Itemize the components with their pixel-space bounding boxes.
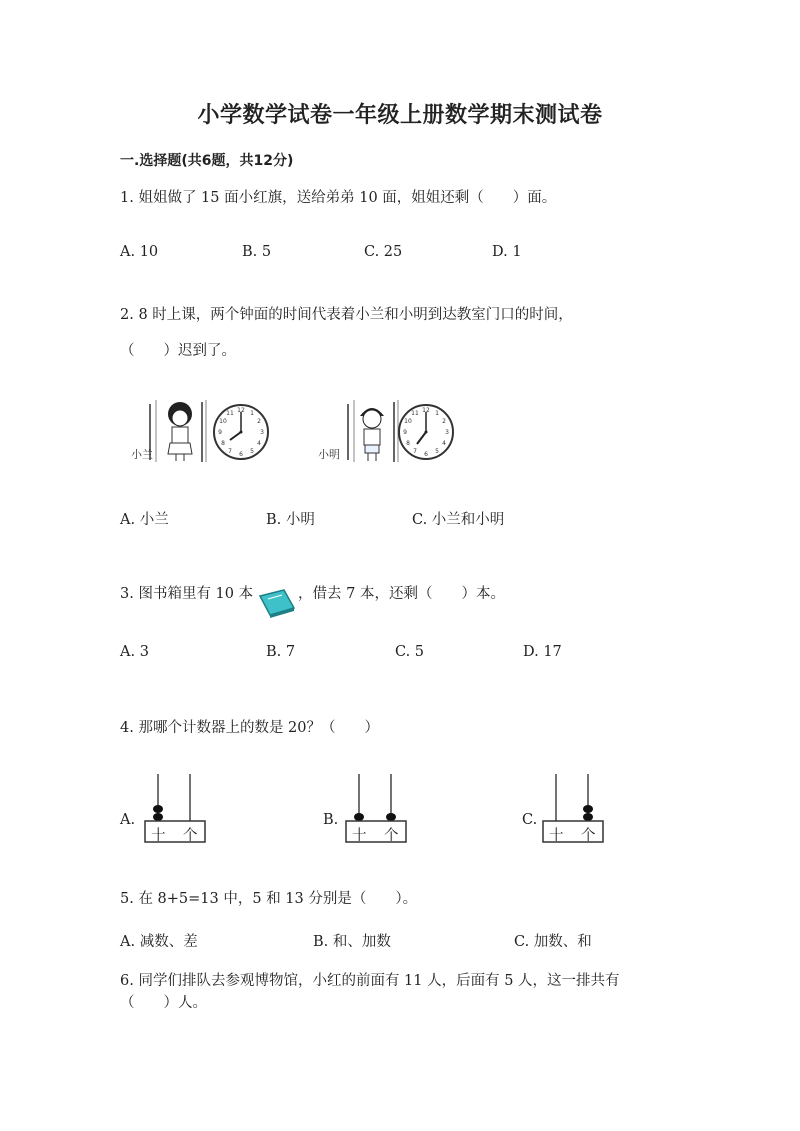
q1-option-c[interactable]: C. 25 bbox=[364, 244, 403, 260]
counter-b-ones-label: 个 bbox=[384, 828, 399, 844]
svg-text:3: 3 bbox=[445, 429, 449, 436]
svg-text:4: 4 bbox=[257, 440, 261, 447]
q3-option-a[interactable]: A. 3 bbox=[120, 644, 149, 660]
question-1-text: 1. 姐姐做了 15 面小红旗，送给弟弟 10 面，姐姐还剩（ ）面。 bbox=[120, 190, 557, 206]
clock-xiaoming-icon bbox=[396, 402, 456, 462]
svg-text:6: 6 bbox=[239, 451, 243, 458]
q2-option-c[interactable]: C. 小兰和小明 bbox=[412, 512, 505, 528]
svg-text:12: 12 bbox=[237, 407, 245, 414]
counter-b-tens-label: 十 bbox=[352, 828, 367, 844]
question-6-line2: （ ）人。 bbox=[120, 995, 207, 1011]
question-2-line1: 2. 8 时上课，两个钟面的时间代表着小兰和小明到达教室门口的时间， bbox=[120, 307, 573, 323]
question-2-line2: （ ）迟到了。 bbox=[120, 343, 236, 359]
q5-option-b[interactable]: B. 和、加数 bbox=[313, 934, 391, 950]
svg-text:3: 3 bbox=[260, 429, 264, 436]
q1-option-a[interactable]: A. 10 bbox=[120, 244, 159, 260]
svg-text:11: 11 bbox=[226, 410, 234, 417]
question-4-text: 4. 那哪个计数器上的数是 20？（ ） bbox=[120, 720, 380, 736]
svg-text:7: 7 bbox=[228, 448, 232, 455]
svg-text:7: 7 bbox=[413, 448, 417, 455]
svg-text:2: 2 bbox=[257, 418, 261, 425]
svg-text:6: 6 bbox=[424, 451, 428, 458]
counter-a-tens-label: 十 bbox=[151, 828, 166, 844]
q2-option-a[interactable]: A. 小兰 bbox=[120, 512, 169, 528]
q3-option-b[interactable]: B. 7 bbox=[266, 644, 296, 660]
counter-a-ones-label: 个 bbox=[183, 828, 198, 844]
q4-option-c[interactable]: C. bbox=[522, 812, 538, 828]
question-3-text-after: ，借去 7 本，还剩（ ）本。 bbox=[298, 586, 505, 602]
svg-text:8: 8 bbox=[406, 440, 410, 447]
question-3-text-before: 3. 图书箱里有 10 本 bbox=[120, 586, 254, 602]
svg-text:5: 5 bbox=[435, 448, 439, 455]
counter-c-ones-label: 个 bbox=[581, 828, 596, 844]
q4-option-b[interactable]: B. bbox=[323, 812, 339, 828]
counter-c-tens-label: 十 bbox=[549, 828, 564, 844]
svg-text:5: 5 bbox=[250, 448, 254, 455]
svg-text:4: 4 bbox=[442, 440, 446, 447]
clock-xiaolan-icon bbox=[211, 402, 271, 462]
question-6-line1: 6. 同学们排队去参观博物馆，小红的前面有 11 人，后面有 5 人，这一排共有 bbox=[120, 973, 620, 989]
q1-option-d[interactable]: D. 1 bbox=[492, 244, 522, 260]
svg-text:1: 1 bbox=[250, 410, 254, 417]
page-title: 小学数学试卷一年级上册数学期末测试卷 bbox=[197, 102, 603, 128]
q1-option-b[interactable]: B. 5 bbox=[242, 244, 272, 260]
book-icon bbox=[258, 588, 296, 618]
svg-text:12: 12 bbox=[422, 407, 430, 414]
q3-option-c[interactable]: C. 5 bbox=[395, 644, 425, 660]
svg-text:8: 8 bbox=[221, 440, 225, 447]
q2-option-b[interactable]: B. 小明 bbox=[266, 512, 315, 528]
question-5-text: 5. 在 8+5=13 中，5 和 13 分别是（ ）。 bbox=[120, 891, 418, 907]
svg-text:2: 2 bbox=[442, 418, 446, 425]
q5-option-a[interactable]: A. 减数、差 bbox=[120, 934, 198, 950]
section-heading: 一.选择题(共6题，共12分) bbox=[120, 153, 294, 169]
label-xiaoming: 小明 bbox=[318, 448, 340, 461]
svg-text:10: 10 bbox=[219, 418, 227, 425]
svg-text:10: 10 bbox=[404, 418, 412, 425]
svg-text:9: 9 bbox=[403, 429, 407, 436]
svg-text:1: 1 bbox=[435, 410, 439, 417]
q5-option-c[interactable]: C. 加数、和 bbox=[514, 934, 592, 950]
svg-text:9: 9 bbox=[218, 429, 222, 436]
svg-text:11: 11 bbox=[411, 410, 419, 417]
label-xiaolan: 小兰 bbox=[131, 448, 153, 461]
q4-option-a[interactable]: A. bbox=[120, 812, 136, 828]
q3-option-d[interactable]: D. 17 bbox=[523, 644, 562, 660]
